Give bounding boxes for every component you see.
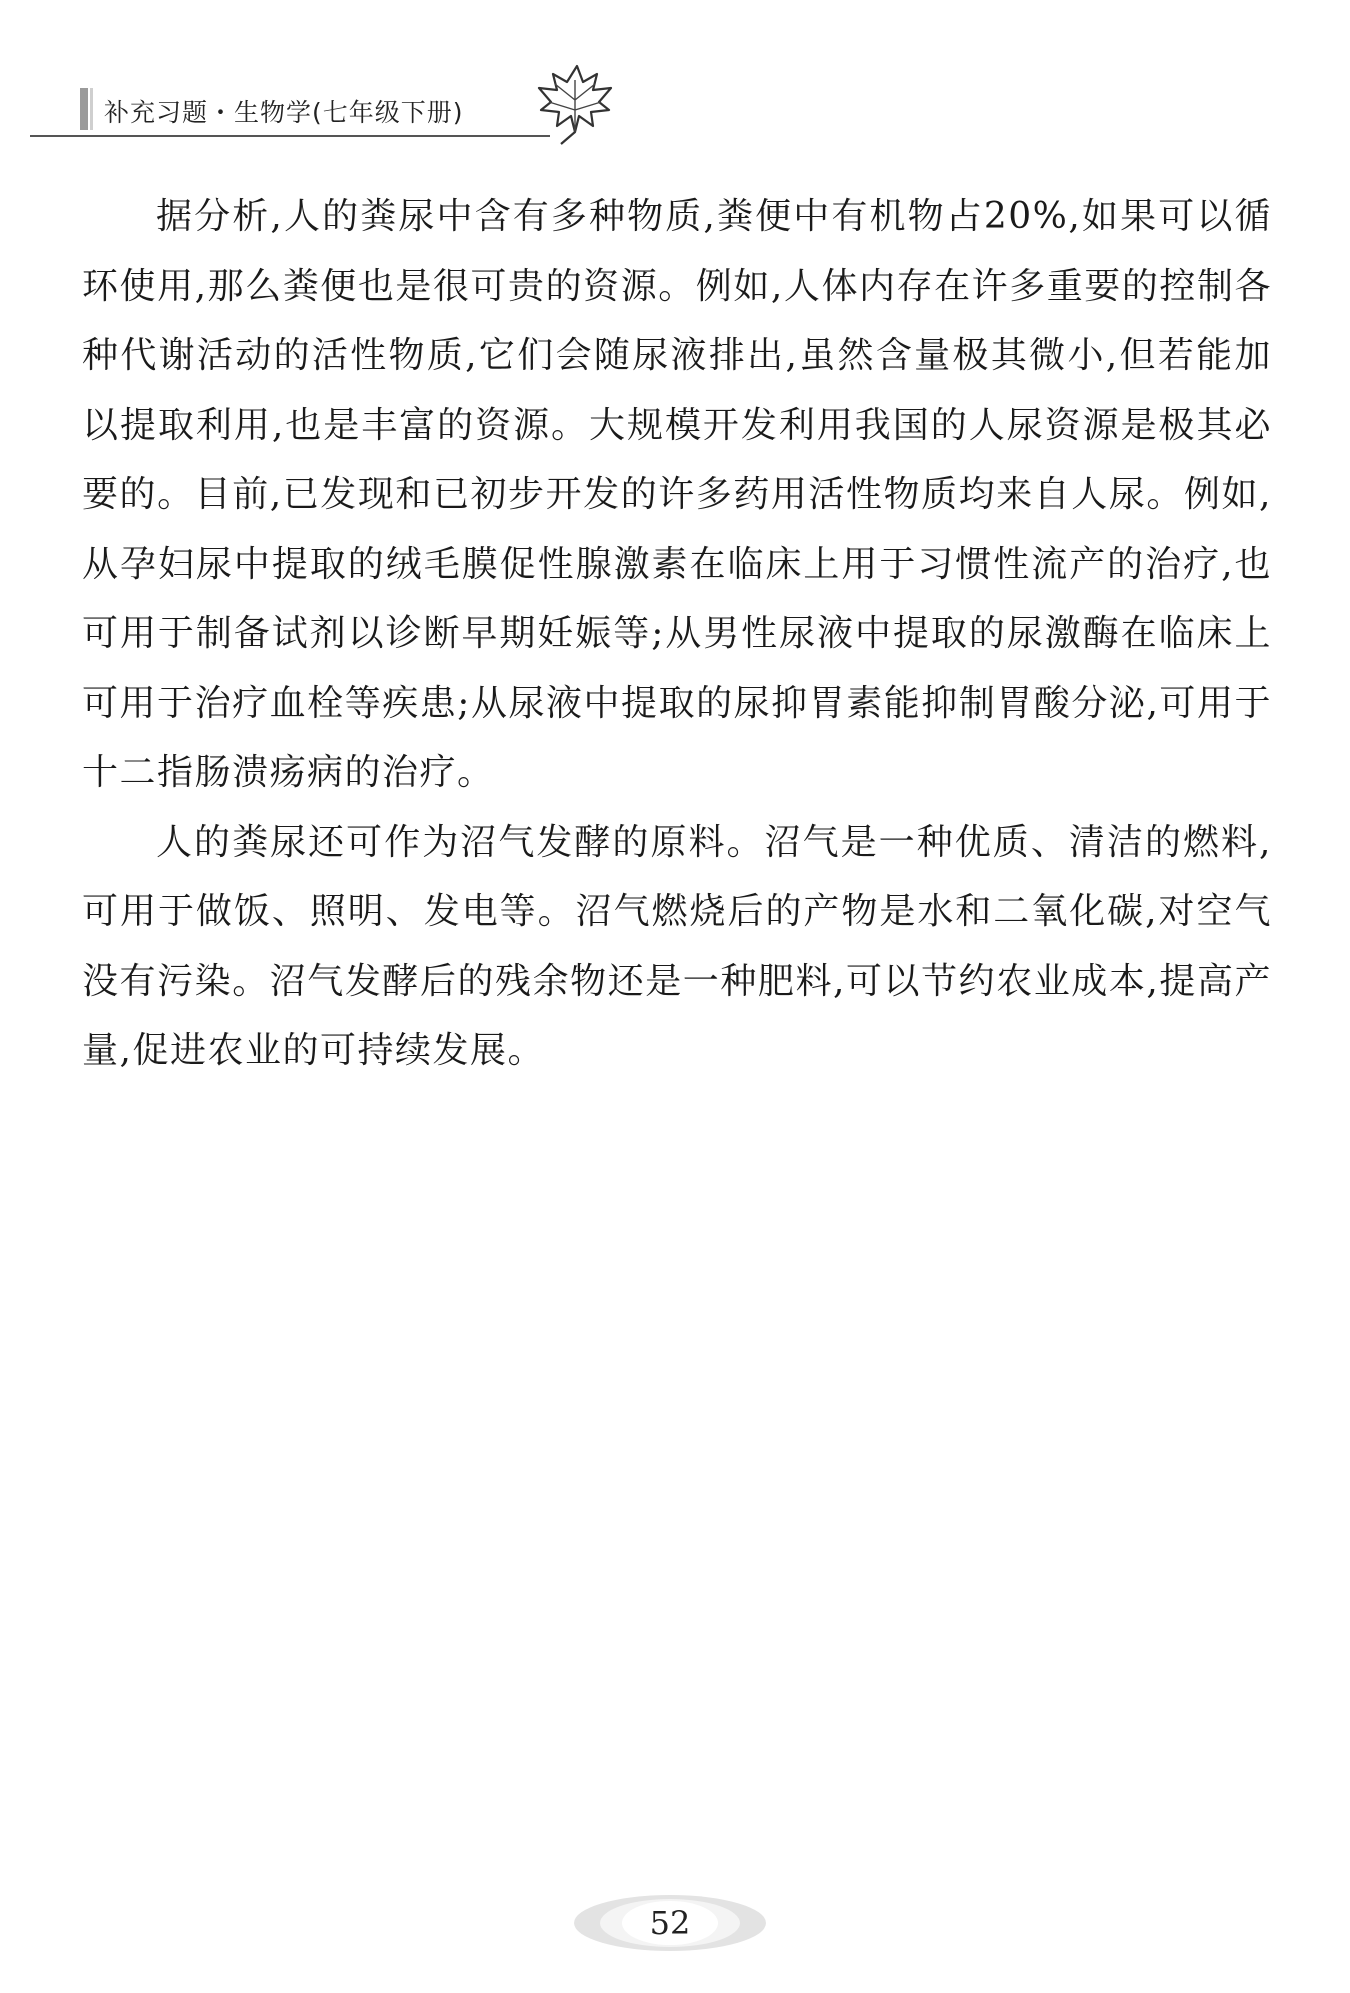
paragraph-2: 人的粪尿还可作为沼气发酵的原料。沼气是一种优质、清洁的燃料,可用于做饭、照明、发电等。沼气燃烧后的产物是水和二氧化碳,对空气没有污染。沼气发酵后的残余物还是一种肥料,可以节约农业成本,提高产量,促进农业的可持续发展。 [82, 821, 1272, 1071]
header-accent-bar-light [90, 88, 93, 130]
paragraph-1: 据分析,人的粪尿中含有多种物质,粪便中有机物占20%,如果可以循环使用,那么粪便也是很可贵的资源。例如,人体内存在许多重要的控制各种代谢活动的活性物质,它们会随尿液排出,虽然含量极其微小,但若能加以提取利用,也是丰富的资源。大规模开发利用我国的人尿资源是极其必要的。目前,已发现和已初步开发的许多药用活性物质均来自人尿。例如,从孕妇尿中提取的绒毛膜促性腺激素在临床上用于习惯性流产的治疗,也可用于制备试剂以诊断早期妊娠等;从男性尿液中提取的尿激酶在临床上可用于治疗血栓等疾患;从尿液中提取的尿抑胃素能抑制胃酸分泌,可用于十二指肠溃疡病的治疗。 [82, 196, 1272, 793]
body-text [82, 182, 1272, 1086]
header-rule [30, 135, 550, 137]
maple-leaf-icon [525, 48, 625, 148]
running-header-title: 补充习题・生物学(七年级下册) [104, 98, 464, 127]
header-accent-bar [80, 88, 88, 130]
page-number: 52 [649, 1904, 691, 1942]
page-number-badge [570, 1890, 770, 1956]
